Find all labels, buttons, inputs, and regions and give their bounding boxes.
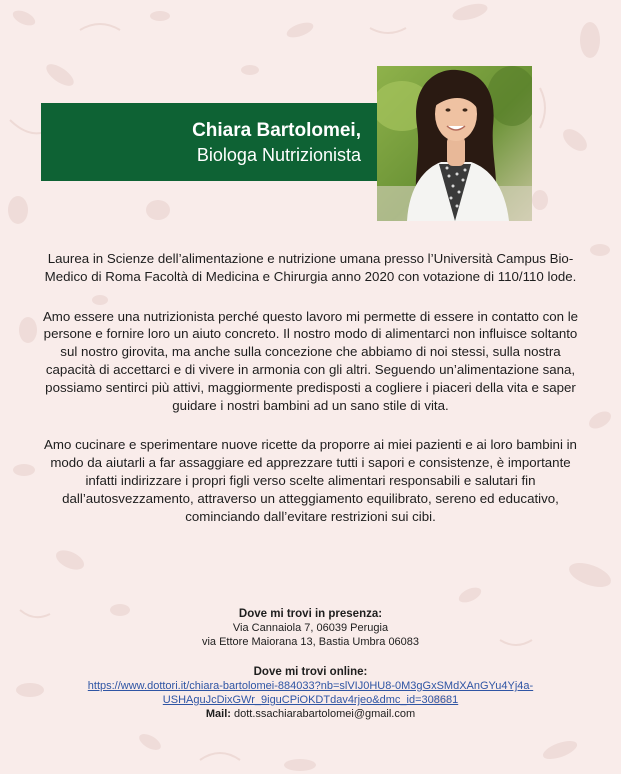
online-profile-link[interactable] (88, 680, 533, 706)
bio-text (41, 250, 580, 547)
bio-paragraph-cooking: Amo cucinare e sperimentare nuove ricette da proporre ai miei pazienti e ai loro bambini in modo da aiutarli a far assaggiare ed apprezzare tutti i sapori e consistenze, è importante infatti indirizzare i propri figli verso scelte alimentari responsabili e salutari fin dall’autosvezzamento, attraverso un atteggiamento equilibrato, sereno ed educativo, cominciando dall’evitare restrizioni sui cibi. (44, 437, 577, 524)
mail-address[interactable]: dott.ssachiarabartolomei@gmail.com (233, 708, 416, 720)
bio-paragraph-education: Laurea in Scienze dell’alimentazione e nutrizione umana presso l’Università Campus Bio-Medico di Roma Facoltà di Medicina e Chirurgia anno 2020 con votazione di 110/110 lode. (44, 251, 577, 284)
address-perugia: Via Cannaiola 7, 06039 Perugia (232, 622, 389, 634)
address-bastia-umbra: via Ettore Maiorana 13, Bastia Umbra 06083 (201, 636, 420, 648)
contacts-section (0, 607, 621, 721)
online-link-line-2: USHAguJcDixGWr_9iguCPiOKDTdav4rjeo&dmc_id=308681 (162, 694, 459, 706)
profile-role: Biologa Nutrizionista (196, 145, 361, 165)
in-person-heading: Dove mi trovi in presenza: (238, 608, 383, 620)
profile-name: Chiara Bartolomei, (192, 120, 361, 141)
bio-paragraph-motivation: Amo essere una nutrizionista perché questo lavoro mi permette di essere in contatto con le persone e fornire loro un aiuto concreto. Il nostro modo di alimentarci non influisce soltanto sul nostro girovita, ma anche sulla concezione che abbiamo di noi stessi, sulla nostra capacità di accettarci e di vivere in armonia con gli altri. Seguendo un’alimentazione sana, possiamo sentirci più attivi, maggiormente predisposti a cogliere i piaceri della vita e saper guidare i nostri bambini ad un sano stile di vita. (42, 308, 579, 413)
online-heading: Dove mi trovi online: (253, 666, 368, 678)
mail-label: Mail: (205, 708, 231, 720)
name-banner (41, 103, 377, 181)
mail-line (0, 707, 621, 721)
online-link-line-1: https://www.dottori.it/chiara-bartolomei-884033?nb=slVIJ0HU8-0M3gGxSMdXAnGYu4Yj4a- (87, 680, 534, 692)
portrait-photo (377, 66, 532, 221)
